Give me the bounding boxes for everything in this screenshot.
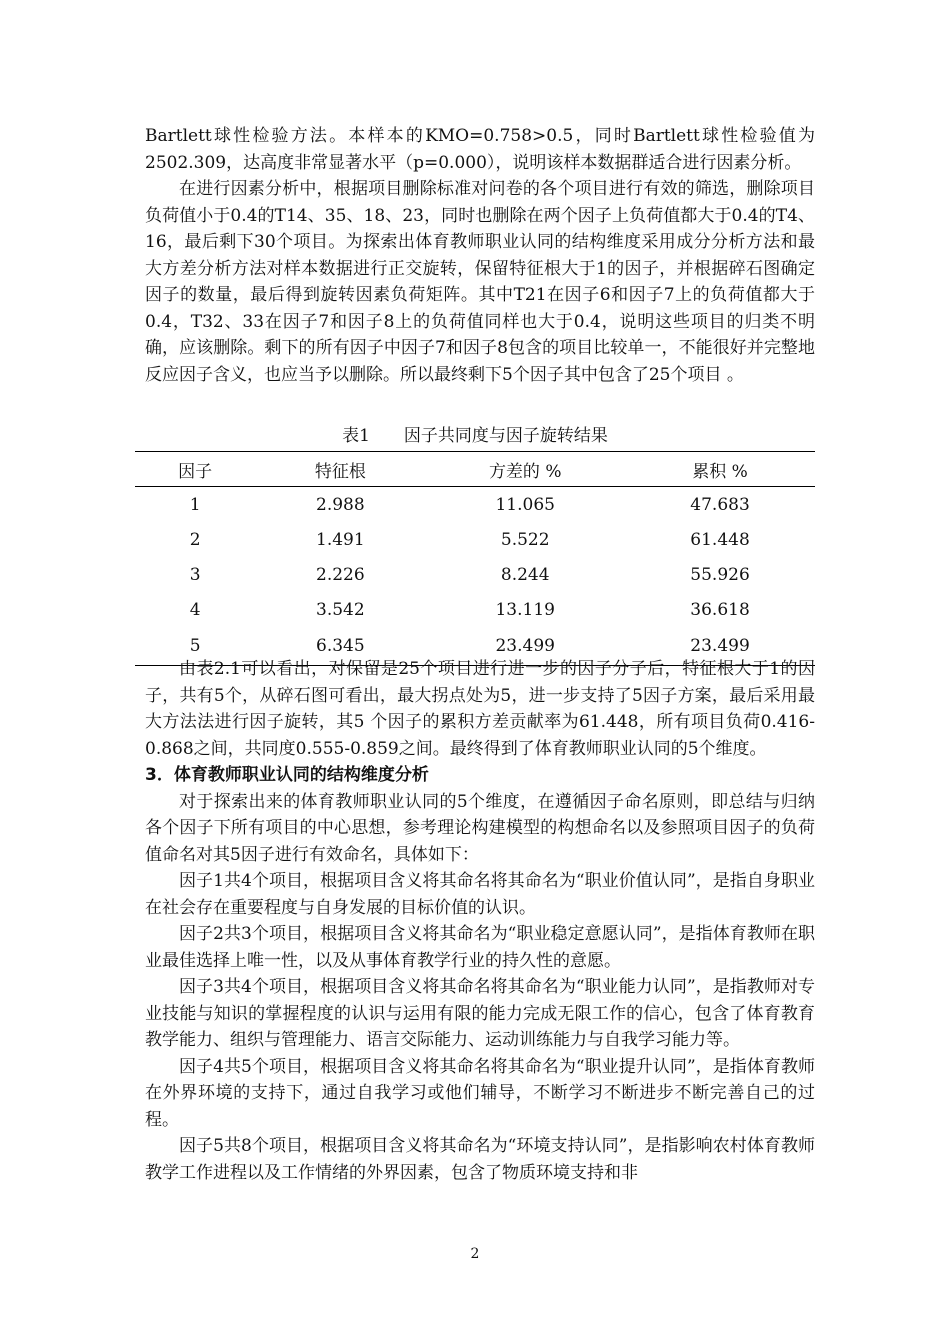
cell-factor: 3 xyxy=(189,564,201,585)
header-cumulative: 累积 % xyxy=(625,452,815,487)
table-caption: 表1 因子共同度与因子旋转结果 xyxy=(342,426,608,446)
cell-cumulative: 61.448 xyxy=(690,529,750,550)
header-eigenvalue: 特征根 xyxy=(255,452,425,487)
cell-cumulative: 47.683 xyxy=(690,494,750,515)
cell-variance: 5.522 xyxy=(500,529,550,550)
cell-eigenvalue: 3.542 xyxy=(316,599,365,620)
table-header-row xyxy=(135,452,815,487)
factor-2-paragraph: 因子2共3个项目，根据项目含义将其命名为“职业稳定意愿认同”，是指体育教师在职业最佳选择上唯一性，以及从事体育教学行业的持久性的意愿。 xyxy=(145,924,815,971)
factor-1-paragraph: 因子1共4个项目，根据项目含义将其命名将其命名为“职业价值认同”，是指自身职业在社会存在重要程度与自身发展的目标价值的认识。 xyxy=(145,871,815,918)
cell-variance: 23.499 xyxy=(425,627,625,666)
factor-3-paragraph: 因子3共4个项目，根据项目含义将其命名将其命名为“职业能力认同”，是指教师对专业技能与知识的掌握程度的认识与运用有限的能力完成无限工作的信心，包含了体育教育教学能力、组织与管理能力、语言交际能力、运动训练能力与自我学习能力等。 xyxy=(145,977,815,1050)
analysis-section xyxy=(145,656,815,1186)
header-factor: 因子 xyxy=(135,452,255,487)
intro-paragraph-1: Bartlett球性检验方法。本样本的KMO=0.758>0.5，同时Bartlett球性检验值为2502.309，达高度非常显著水平（p=0.000），说明该样本数据群适合进行因素分析。 xyxy=(145,126,815,173)
table-row xyxy=(135,522,815,557)
intro-section xyxy=(145,123,815,388)
cell-factor: 1 xyxy=(189,494,201,515)
cell-cumulative: 23.499 xyxy=(625,627,815,666)
cell-eigenvalue: 2.226 xyxy=(316,564,365,585)
cell-factor: 2 xyxy=(189,529,201,550)
factor-4-paragraph: 因子4共5个项目，根据项目含义将其命名将其命名为“职业提升认同”，是指体育教师在外界环境的支持下，通过自我学习或他们辅导，不断学习不断进步不断完善自己的过程。 xyxy=(145,1056,815,1130)
factor-5-paragraph: 因子5共8个项目，根据项目含义将其命名为“环境支持认同”，是指影响农村体育教师教学工作进程以及工作情绪的外界因素，包含了物质环境支持和非 xyxy=(145,1136,815,1183)
cell-variance: 11.065 xyxy=(495,494,555,515)
table-row xyxy=(135,487,815,523)
table-summary-paragraph: 由表2.1可以看出，对保留是25个项目进行进一步的因子分子后，特征根大于1的因子，共有5个，从碎石图可看出，最大拐点处为5，进一步支持了5因子方案，最后采用最大方法法进行因子旋转，其5 个因子的累积方差贡献率为61.448，所有项目负荷0.416-0.868之间，共同度0.555-0.859之间。最终得到了体育教师职业认同的5个维度。 xyxy=(145,659,815,759)
intro-paragraph-2: 在进行因素分析中，根据项目删除标准对问卷的各个项目进行有效的筛选，删除项目负荷值小于0.4的T14、35、18、23，同时也删除在两个因子上负荷值都大于0.4的T4、16，最后剩下30个项目。为探索出体育教师职业认同的结构维度采用成分分析方法和最大方差分析方法对样本数据进行正交旋转，保留特征根大于1的因子，并根据碎石图确定因子的数量，最后得到旋转因素负荷矩阵。其中T21在因子6和因子7上的负荷值都大于0.4，T32、33在因子7和因子8上的负荷值同样也大于0.4，说明这些项目的归类不明确，应该删除。剩下的所有因子中因子7和因子8包含的项目比较单一，不能很好并完整地反应因子含义，也应当予以删除。所以最终剩下5个因子其中包含了25个项目 。 xyxy=(145,179,815,385)
cell-eigenvalue: 6.345 xyxy=(255,627,425,666)
table-row xyxy=(135,592,815,627)
cell-factor: 4 xyxy=(189,599,201,620)
naming-intro-paragraph: 对于探索出来的体育教师职业认同的5个维度，在遵循因子命名原则，即总结与归纳各个因子下所有项目的中心思想，参考理论构建模型的构想命名以及参照项目因子的负荷值命名对其5因子进行有效命名，具体如下： xyxy=(145,791,815,865)
cell-variance: 13.119 xyxy=(495,599,555,620)
cell-cumulative: 36.618 xyxy=(690,599,750,620)
cell-factor: 5 xyxy=(135,627,255,666)
section-heading: 3．体育教师职业认同的结构维度分析 xyxy=(145,765,429,785)
cell-variance: 8.244 xyxy=(500,564,550,585)
table-row xyxy=(135,557,815,592)
factor-table xyxy=(135,451,815,666)
cell-eigenvalue: 2.988 xyxy=(316,494,365,515)
cell-cumulative: 55.926 xyxy=(690,564,750,585)
page-number: 2 xyxy=(470,1246,480,1262)
cell-eigenvalue: 1.491 xyxy=(316,529,365,550)
header-variance: 方差的 % xyxy=(425,452,625,487)
